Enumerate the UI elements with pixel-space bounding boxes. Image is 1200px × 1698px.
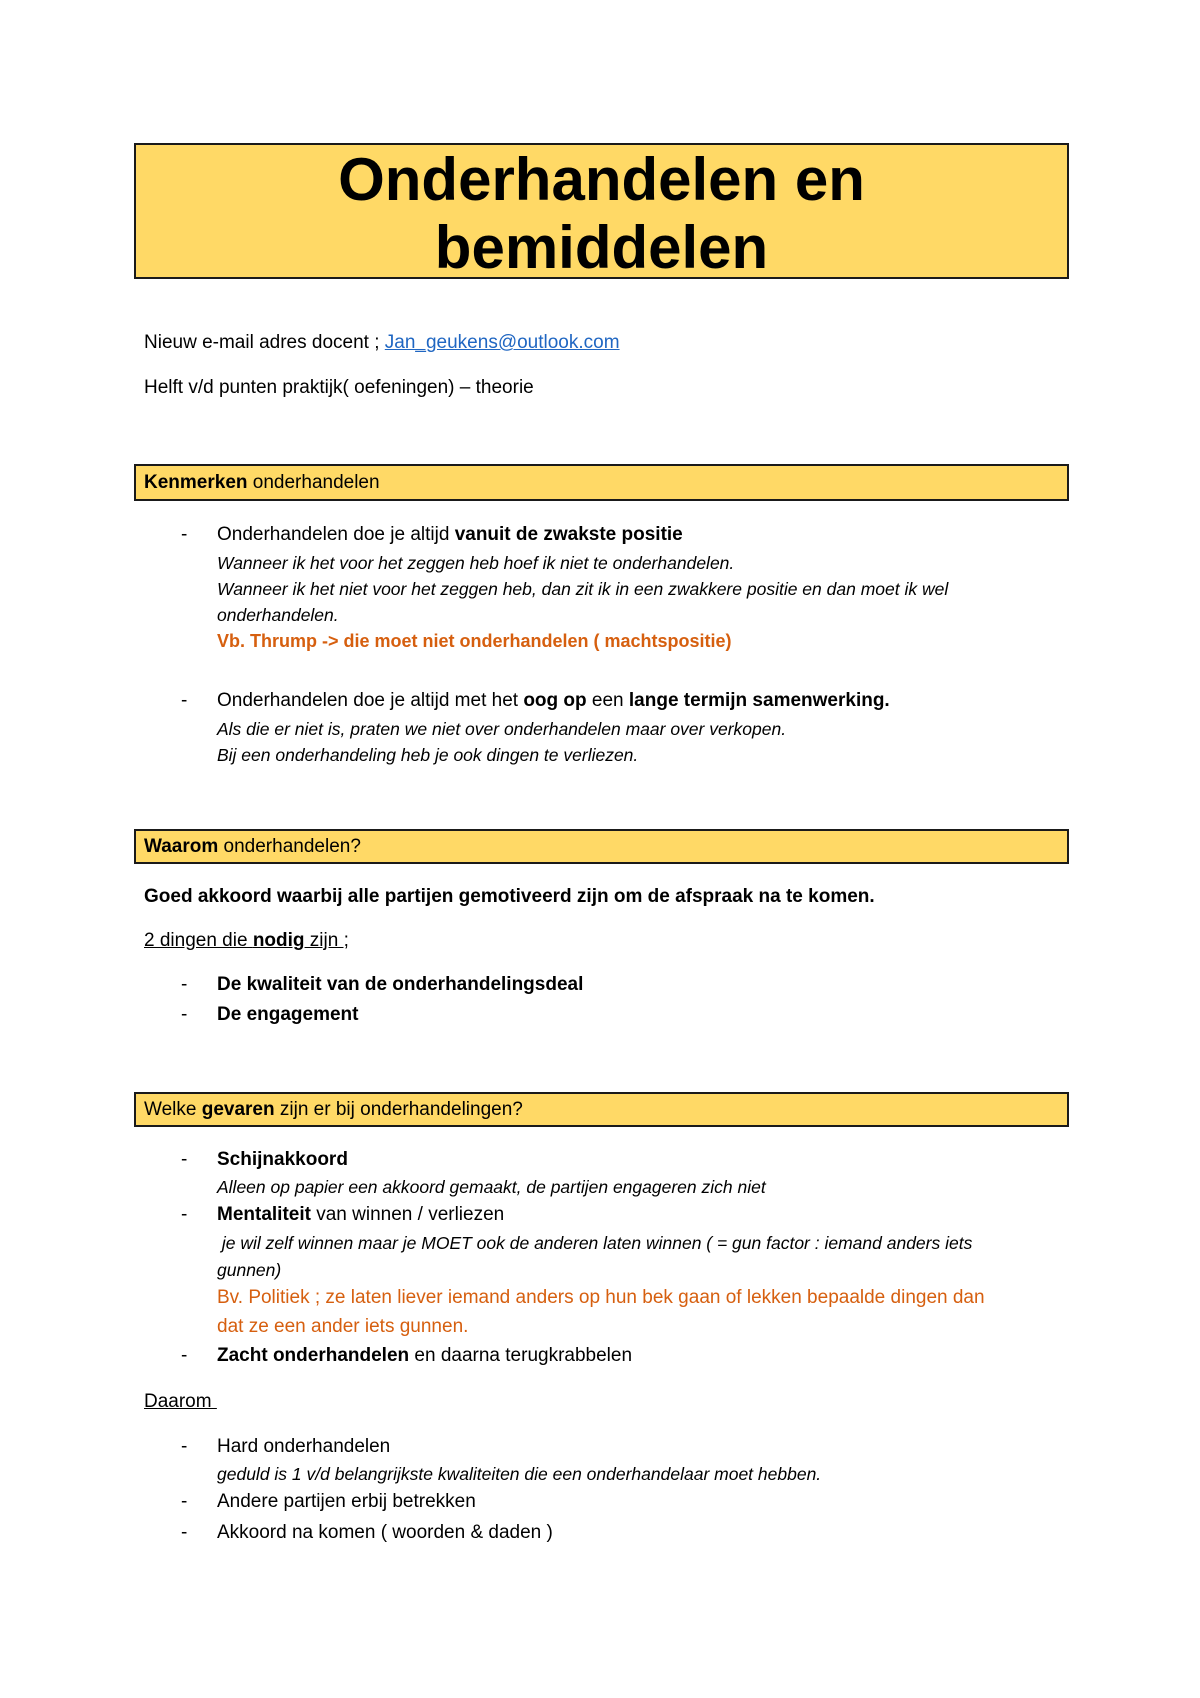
list-item — [217, 1201, 504, 1229]
list-item — [217, 687, 890, 715]
bullet-dash: - — [181, 1522, 188, 1543]
item-note: Alleen op papier een akkoord gemaakt, de partijen engageren zich niet — [217, 1177, 766, 1197]
heading-rest: onderhandelen? — [218, 836, 361, 857]
item-text: van winnen / verliezen — [310, 1204, 505, 1225]
heading-bold: Waarom — [144, 836, 219, 857]
list-item: Hard onderhandelen — [217, 1436, 391, 1457]
bullet-dash: - — [181, 524, 188, 545]
heading-bold: gevaren — [201, 1099, 275, 1120]
needs-line — [144, 927, 349, 955]
bullet-dash: - — [181, 1204, 188, 1225]
item-note: Als die er niet is, praten we niet over onderhandelen maar over verkopen. — [217, 719, 787, 739]
title-line-2: bemiddelen — [434, 214, 769, 281]
item-bold-text: vanuit de zwakste positie — [454, 524, 683, 545]
bullet-dash: - — [181, 974, 188, 995]
item-text: Onderhandelen doe je altijd — [217, 524, 455, 545]
heading-rest: zijn er bij onderhandelingen? — [274, 1099, 523, 1120]
item-note: Bij een onderhandeling heb je ook dingen te verliezen. — [217, 745, 639, 765]
item-text: en daarna terugkrabbelen — [409, 1345, 633, 1366]
list-item — [217, 1342, 632, 1370]
needs-bold: nodig — [252, 930, 305, 951]
bullet-dash: - — [181, 690, 188, 711]
item-example: dat ze een ander iets gunnen. — [217, 1316, 469, 1337]
item-text: een — [586, 690, 629, 711]
item-bold-text: lange termijn samenwerking. — [628, 690, 890, 711]
heading-rest: onderhandelen — [247, 472, 380, 493]
list-item: De engagement — [217, 1004, 359, 1025]
bullet-dash: - — [181, 1436, 188, 1457]
email-label: Nieuw e-mail adres docent ; — [144, 332, 385, 353]
item-bold-text: oog op — [523, 690, 587, 711]
section-heading-kenmerken — [134, 464, 1069, 501]
list-item: Andere partijen erbij betrekken — [217, 1491, 476, 1512]
heading-bold: Kenmerken — [144, 472, 248, 493]
bullet-dash: - — [181, 1004, 188, 1025]
item-note: je wil zelf winnen maar je MOET ook de anderen laten winnen ( = gun factor : iemand anders iets — [217, 1233, 973, 1253]
heading-text: Welke — [144, 1099, 202, 1120]
bullet-dash: - — [181, 1345, 188, 1366]
item-bold-text: Zacht onderhandelen — [217, 1345, 410, 1366]
email-link[interactable]: Jan_geukens@outlook.com — [384, 332, 620, 353]
list-item — [217, 521, 683, 549]
title-box — [134, 143, 1069, 279]
item-text: Onderhandelen doe je altijd met het — [217, 690, 524, 711]
list-item: Akkoord na komen ( woorden & daden ) — [217, 1522, 553, 1543]
item-note: gunnen) — [217, 1260, 282, 1280]
title-line-1: Onderhandelen en — [338, 146, 865, 213]
bullet-dash: - — [181, 1491, 188, 1512]
daarom-label: Daarom — [144, 1391, 217, 1412]
bullet-dash: - — [181, 1149, 188, 1170]
item-example: Bv. Politiek ; ze laten liever iemand anders op hun bek gaan of lekken bepaalde dingen dan — [217, 1287, 985, 1308]
list-item: De kwaliteit van de onderhandelingsdeal — [217, 974, 584, 995]
list-item: Schijnakkoord — [217, 1149, 348, 1170]
needs-text: 2 dingen die — [144, 930, 253, 951]
item-note: Wanneer ik het voor het zeggen heb hoef ik niet te onderhandelen. — [217, 553, 735, 573]
needs-text: zijn ; — [304, 930, 349, 951]
item-note: onderhandelen. — [217, 605, 339, 625]
points-line: Helft v/d punten praktijk( oefeningen) – theorie — [144, 377, 534, 398]
section-heading-gevaren — [134, 1092, 1069, 1127]
item-example: Vb. Thrump -> die moet niet onderhandelen ( machtspositie) — [217, 631, 732, 651]
statement: Goed akkoord waarbij alle partijen gemotiveerd zijn om de afspraak na te komen. — [144, 886, 875, 907]
item-note: Wanneer ik het niet voor het zeggen heb, dan zit ik in een zwakkere positie en dan moet ik wel — [217, 579, 949, 599]
item-note: geduld is 1 v/d belangrijkste kwaliteiten die een onderhandelaar moet hebben. — [217, 1464, 822, 1484]
email-line — [144, 329, 620, 357]
section-heading-waarom — [134, 829, 1069, 864]
item-bold-text: Mentaliteit — [217, 1204, 311, 1225]
